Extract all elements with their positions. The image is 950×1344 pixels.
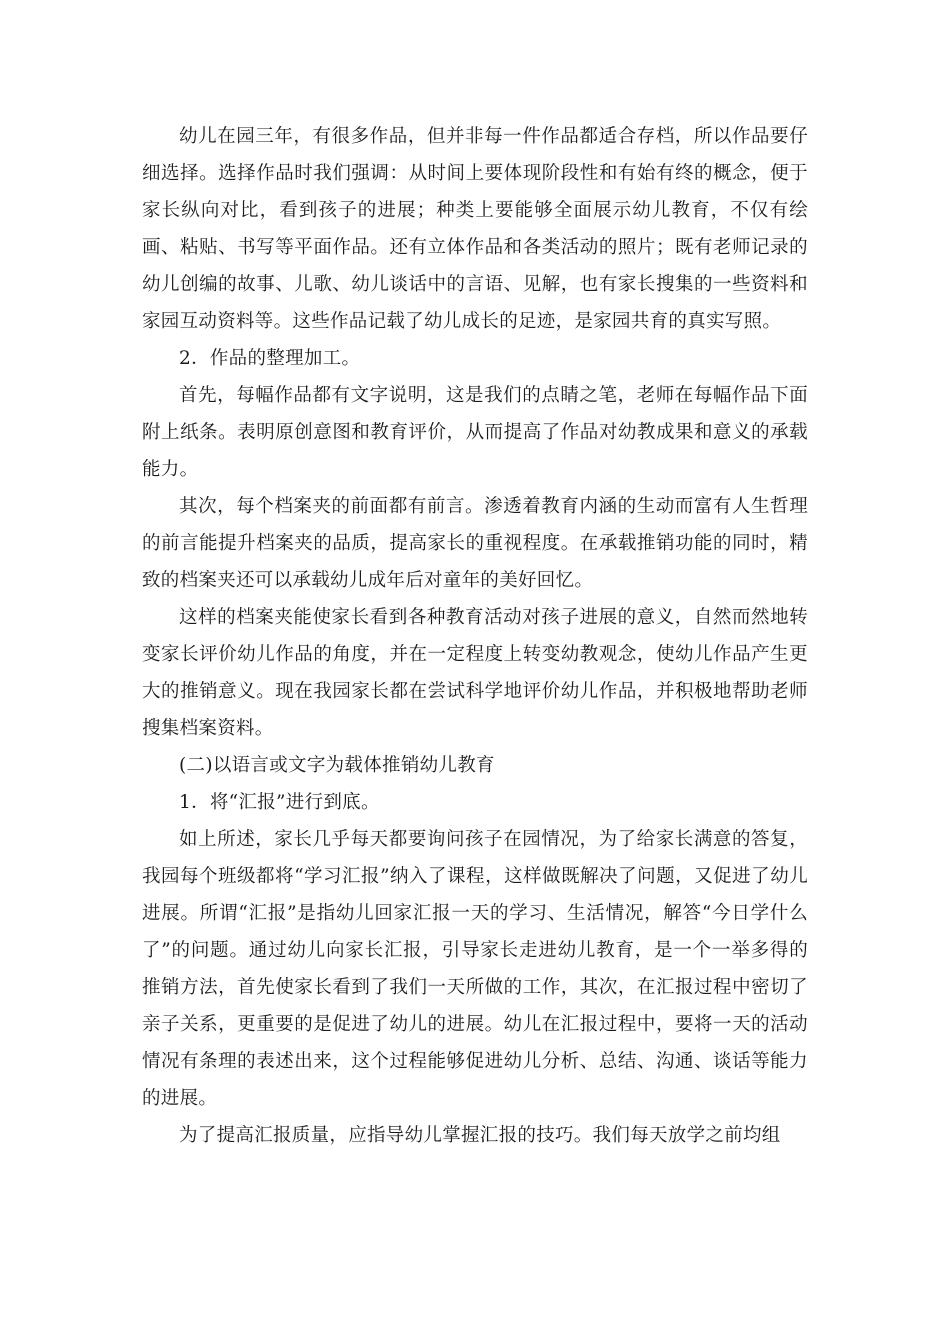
paragraph-daily-report: 如上所述，家长几乎每天都要询问孩子在园情况，为了给家长满意的答复，我园每个班级都将“学习汇报”纳入了课程，这样做既解决了问题，又促进了幼儿进展。所谓“汇报”是指幼儿回家汇报一天的学习、生活情况，解答“今日学什么了”的问题。通过幼儿向家长汇报，引导家长走进幼儿教育，是一个一举多得的推销方法，首先使家长看到了我们一天所做的工作，其次，在汇报过程中密切了亲子关系，更重要的是促进了幼儿的进展。幼儿在汇报过程中，要将一天的活动情况有条理的表述出来，这个过程能够促进幼儿分析、总结、沟通、谈话等能力的进展。 bbox=[142, 829, 808, 1109]
paragraph-folder-significance: 这样的档案夹能使家长看到各种教育活动对孩子进展的意义，自然而然地转变家长评价幼儿作品的角度，并在一定程度上转变幼教观念，使幼儿作品产生更大的推销意义。现在我园家长都在尝试科学地评价幼儿作品，并积极地帮助老师搜集档案资料。 bbox=[142, 607, 808, 739]
document-body bbox=[142, 118, 808, 1154]
section-heading-artwork-processing: 2．作品的整理加工。 bbox=[179, 348, 361, 369]
paragraph-folder-preface: 其次，每个档案夹的前面都有前言。渗透着教育内涵的生动而富有人生哲理的前言能提升档案夹的品质，提高家长的重视程度。在承载推销功能的同时，精致的档案夹还可以承载幼儿成年后对童年的美好回忆。 bbox=[142, 496, 808, 591]
section-heading-report: 1．将“汇报”进行到底。 bbox=[179, 792, 380, 813]
paragraph-artwork-selection: 幼儿在园三年，有很多作品，但并非每一件作品都适合存档，所以作品要仔细选择。选择作品时我们强调：从时间上要体现阶段性和有始有终的概念，便于家长纵向对比，看到孩子的进展；种类上要能够全面展示幼儿教育，不仅有绘画、粘贴、书写等平面作品。还有立体作品和各类活动的照片；既有老师记录的幼儿创编的故事、儿歌、幼儿谈话中的言语、见解，也有家长搜集的一些资料和家园互动资料等。这些作品记载了幼儿成长的足迹，是家园共育的真实写照。 bbox=[142, 126, 808, 332]
section-heading-language-carrier: (二)以语言或文字为载体推销幼儿教育 bbox=[179, 755, 495, 776]
paragraph-report-quality: 为了提高汇报质量，应指导幼儿掌握汇报的技巧。我们每天放学之前均组 bbox=[179, 1125, 781, 1146]
paragraph-text-captions: 首先，每幅作品都有文字说明，这是我们的点睛之笔，老师在每幅作品下面附上纸条。表明原创意图和教育评价，从而提高了作品对幼教成果和意义的承载能力。 bbox=[142, 385, 808, 480]
